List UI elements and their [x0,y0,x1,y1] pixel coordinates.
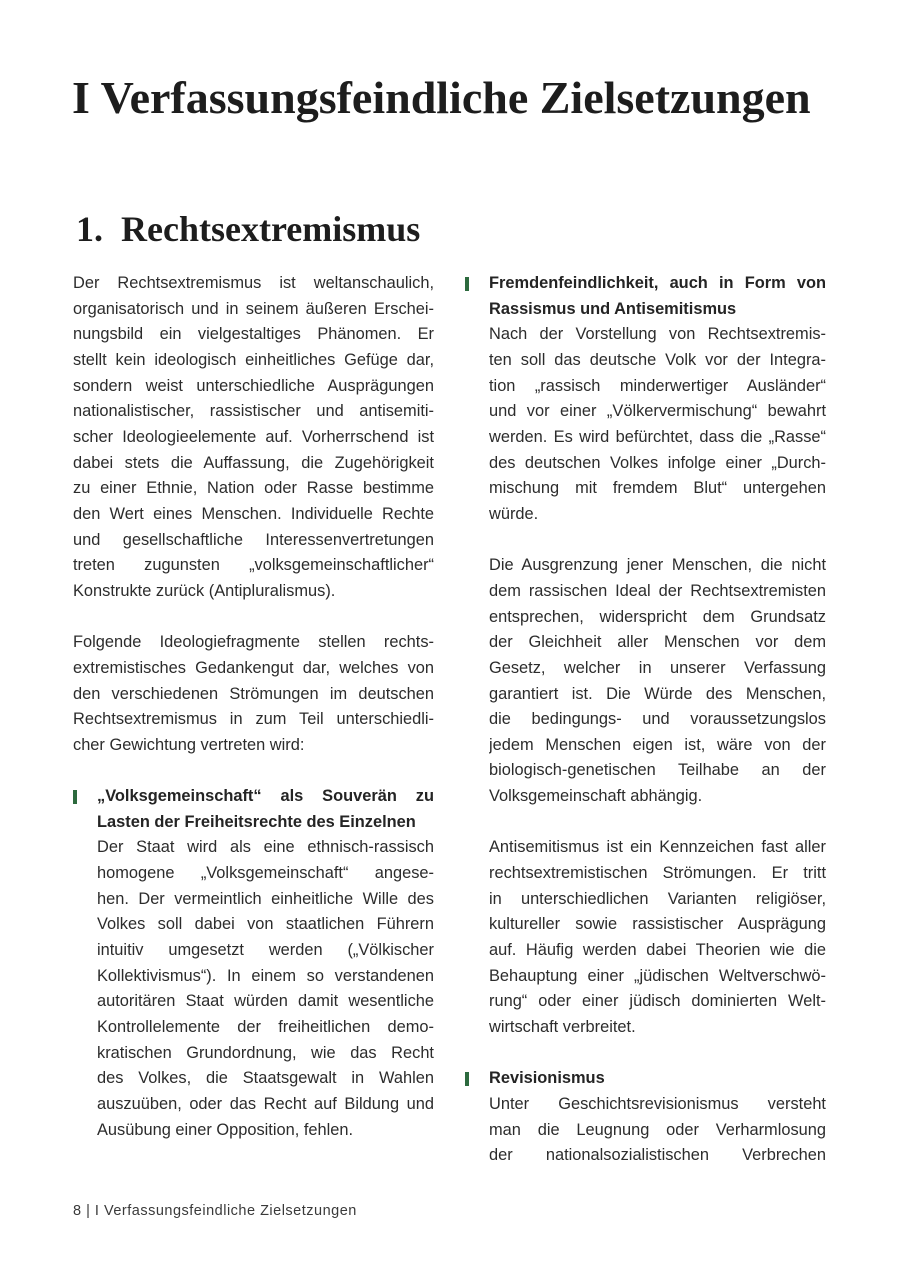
text-line: hen. Der vermeintlich einheitliche Wille des [97,889,434,908]
bullet-body-paragraph [489,835,826,1040]
text-line: ten soll das deutsche Volk vor der Integra- [489,350,826,369]
text-line: Nach der Vorstellung von Rechtsextremis- [489,325,826,344]
text-line: Der Rechtsextremismus ist weltanschaulich, [73,274,434,292]
text-line: den verschiedenen Strömungen im deutschen [73,684,434,703]
text-line: Folgende Ideologiefragmente stellen rechts- [73,633,434,652]
text-line: cher Gewichtung vertreten wird: [73,735,305,754]
text-line: Gesetz, welcher in unserer Verfassung [489,658,826,677]
text-line: Unter Geschichtsrevisionismus versteht [489,1095,826,1113]
bullet-item-fremdenfeindlichkeit [465,271,826,1041]
text-line: wirtschaft verbreitet. [489,1018,636,1037]
text-line: Antisemitismus ist ein Kennzeichen fast aller [489,838,826,857]
text-line: autoritären Staat würden damit wesentliche [97,992,434,1011]
text-line: Behauptung einer „jüdischen Weltverschwö- [489,966,826,985]
text-line: dabei stets die Auffassung, die Zugehörigkeit [73,453,434,472]
text-line: Die Ausgrenzung jener Menschen, die nicht [489,556,826,575]
text-line: man die Leugnung oder Verharmlosung [489,1120,826,1139]
text-line: auf. Häufig werden dabei Theorien wie die [489,941,826,960]
footer-separator: | [86,1203,91,1219]
bullet-heading-line: Lasten der Freiheitsrechte des Einzelnen [97,812,416,831]
text-line: und vor einer „Völkervermischung“ bewahrt [489,402,826,421]
text-line: Rechtsextremismus in zum Teil unterschiedli- [73,710,434,729]
bullet-marker [73,790,77,804]
text-line: Volkes soll dabei von staatlichen Führern [97,915,434,934]
section-number: 1. [76,209,103,249]
bullet-heading-line: Fremdenfeindlichkeit, auch in Form von [489,274,826,292]
text-line: zu einer Ethnie, Nation oder Rasse bestimme [73,479,434,498]
text-line: Der Staat wird als eine ethnisch-rassisch [97,838,434,857]
section-title: Rechtsextremismus [121,209,421,249]
page-number: 8 [73,1203,82,1219]
bullet-body [97,835,434,1143]
text-line: jedem Menschen eigen ist, wäre von der [489,735,826,754]
text-line: und gesellschaftliche Interessenvertretungen [73,530,434,549]
text-line: dem rassischen Ideal der Rechtsextremisten [489,581,826,600]
text-line: tion „rassisch minderwertiger Ausländer“ [489,376,826,395]
text-line: stellt kein ideologisch einheitliches Gefüge dar, [73,350,434,369]
bullet-marker [465,277,469,291]
bullet-body-paragraph [489,553,826,810]
bullet-heading [489,1066,826,1092]
text-line: nationalistischer, rassistischer und antisemiti- [73,402,434,421]
text-line: Kollektivismus“). In einem so verstandenen [97,966,434,985]
text-line: Ausübung einer Opposition, fehlen. [97,1120,354,1139]
bullet-heading-line: „Volksgemeinschaft“ als Souverän zu [97,787,434,806]
ideology-fragments-paragraph [73,630,434,758]
bullet-body [489,1092,826,1169]
bullet-body-paragraph [489,322,826,527]
right-column [465,271,826,1169]
section-heading [76,211,420,247]
text-line: die bedingungs- und voraussetzungslos [489,710,826,729]
text-line: rechtsextremistischen Strömungen. Er tritt [489,864,826,883]
text-line: sondern weist unterschiedliche Ausprägungen [73,376,434,395]
page-footer [73,1201,357,1221]
text-line: scher Ideologieelemente auf. Vorherrschend ist [73,427,434,446]
text-line: extremistisches Gedankengut dar, welches von [73,658,434,677]
text-line: biologisch-genetischen Teilhabe an der [489,761,826,780]
intro-paragraph [73,271,434,605]
text-line: nungsbild ein vielgestaltiges Phänomen. Er [73,325,434,344]
bullet-item-revisionismus [465,1066,826,1169]
bullet-heading-line: Revisionismus [489,1069,605,1088]
text-line: organisatorisch und in seinem äußeren Erschei- [73,299,434,318]
bullet-heading [489,271,826,322]
text-line: kratischen Grundordnung, wie das Recht [97,1043,434,1062]
text-line: treten zugunsten „volksgemeinschaftlicher“ [73,556,434,575]
text-line: der Gleichheit aller Menschen vor dem [489,633,826,652]
left-column [73,271,434,1143]
text-line: in unterschiedlichen Varianten religiöser, [489,889,826,908]
text-line: des Volkes, die Staatsgewalt in Wahlen [97,1069,434,1088]
text-line: des deutschen Volkes infolge einer „Durch- [489,453,826,472]
text-line: den Wert eines Menschen. Individuelle Rechte [73,504,434,523]
bullet-item-volksgemeinschaft [73,784,434,1143]
text-line: homogene „Volksgemeinschaft“ angese- [97,864,434,883]
text-line: mischung mit fremdem Blut“ untergehen [489,479,826,498]
text-line: intuitiv umgesetzt werden („Völkischer [97,941,434,960]
text-line: rung“ oder einer jüdisch dominierten Welt- [489,992,826,1011]
text-line: der nationalsozialistischen Verbrechen [489,1146,826,1165]
text-line: würde. [489,504,539,523]
text-line: werden. Es wird befürchtet, dass die „Rasse“ [489,427,826,446]
bullet-marker [465,1072,469,1086]
text-line: auszuüben, oder das Recht auf Bildung und [97,1095,434,1113]
text-line: Konstrukte zurück (Antipluralismus). [73,581,336,600]
text-line: garantiert ist. Die Würde des Menschen, [489,684,826,703]
text-line: Kontrollelemente der freiheitlichen demo- [97,1018,434,1037]
text-line: entsprechen, widerspricht dem Grundsatz [489,607,826,626]
footer-chapter: I Verfassungsfeindliche Zielsetzungen [94,1203,357,1219]
text-line: Volksgemeinschaft abhängig. [489,787,703,806]
text-line: kultureller sowie rassistischer Ausprägung [489,915,826,934]
bullet-heading-line: Rassismus und Antisemitismus [489,299,737,318]
bullet-heading [97,784,434,835]
page-title: I Verfassungsfeindliche Zielsetzungen [72,72,811,123]
